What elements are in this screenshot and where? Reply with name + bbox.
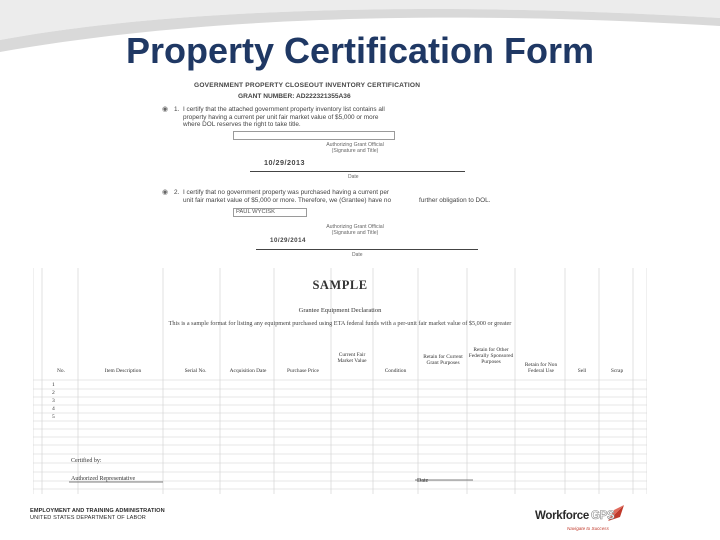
slide-title: Property Certification Form xyxy=(125,30,595,71)
item2-signature-caption: Authorizing Grant Official (Signature and Title) xyxy=(326,224,384,236)
col-header-retain-other: Retain for Other Federally Sponsored Purposes xyxy=(468,347,514,366)
sample-instruction: This is a sample format for listing any equipment purchased using ETA federal funds with a per-unit fair market value of $5,000 or greater xyxy=(168,320,512,327)
item2-date-value: 10/29/2014 xyxy=(270,237,306,244)
item1-date-caption: Date xyxy=(348,174,359,180)
sample-declaration-image xyxy=(33,268,647,494)
row-number: 4 xyxy=(52,406,55,412)
sample-watermark: SAMPLE xyxy=(312,278,368,292)
sample-subtitle: Grantee Equipment Declaration xyxy=(298,307,382,314)
cert-grant-number: GRANT NUMBER: AD222321355A36 xyxy=(238,93,351,100)
cert-heading: GOVERNMENT PROPERTY CLOSEOUT INVENTORY CERTIFICATION xyxy=(194,82,421,89)
item2-field-value: PAUL WYCISK xyxy=(236,209,275,215)
col-header-item-description: Item Description xyxy=(104,368,142,374)
col-header-no: No. xyxy=(57,368,65,374)
spreadsheet-grid xyxy=(33,268,647,494)
item1-date-value: 10/29/2013 xyxy=(264,158,305,167)
radio-icon: ◉ xyxy=(162,106,169,113)
certification-form-image xyxy=(160,78,520,263)
col-header-retain-current: Retain for Current Grant Purposes xyxy=(423,354,463,367)
brand-tagline: Navigate to Success xyxy=(567,526,609,531)
item2-date-caption: Date xyxy=(352,252,363,258)
agency-line1: EMPLOYMENT AND TRAINING ADMINISTRATION xyxy=(30,508,165,514)
item1-number: 1. xyxy=(174,106,180,113)
row-number: 5 xyxy=(52,414,55,420)
row-number: 2 xyxy=(52,390,55,396)
row-number: 1 xyxy=(52,382,55,388)
col-header-retain-non-federal: Retain for Non Federal Use xyxy=(524,362,558,375)
item1-signature-field xyxy=(233,131,395,140)
eta-dol-logo xyxy=(30,508,165,521)
date-label: Date xyxy=(417,478,429,484)
authorized-rep-label: Authorized Representative xyxy=(71,476,136,482)
item2-date-line xyxy=(256,249,478,250)
col-header-scrap: Scrap xyxy=(610,368,624,374)
brand-workforce: Workforce xyxy=(535,510,589,522)
item2-text: I certify that no government property was purchased having a current per unit fair market value of $5,000 or more. Therefore, we (Grantee) have no further obligation to DOL. xyxy=(183,189,491,204)
item1-text: I certify that the attached government property inventory list contains all property having a current per unit fair market value of $5,000 or more where DOL reserves the right to take title. xyxy=(183,106,385,129)
col-header-serial-no: Serial No. xyxy=(184,368,207,374)
radio-icon: ◉ xyxy=(162,189,169,196)
workforcegps-logo xyxy=(535,502,635,538)
item1-date-line xyxy=(250,171,465,172)
agency-line2: UNITED STATES DEPARTMENT OF LABOR xyxy=(30,515,146,521)
certified-by-label: Certified by: xyxy=(71,458,102,464)
col-header-acquisition-date: Acquisition Date xyxy=(229,368,267,374)
row-number: 3 xyxy=(52,398,55,404)
brand-gps: GPS xyxy=(591,510,615,522)
item1-signature-caption: Authorizing Grant Official (Signature and Title) xyxy=(326,142,384,154)
col-header-sell: Sell xyxy=(577,368,587,374)
col-header-condition: Condition xyxy=(384,368,407,374)
item2-number: 2. xyxy=(174,189,180,196)
col-header-current-fmv: Current Fair Market Value xyxy=(337,352,367,365)
col-header-purchase-price: Purchase Price xyxy=(287,368,319,374)
